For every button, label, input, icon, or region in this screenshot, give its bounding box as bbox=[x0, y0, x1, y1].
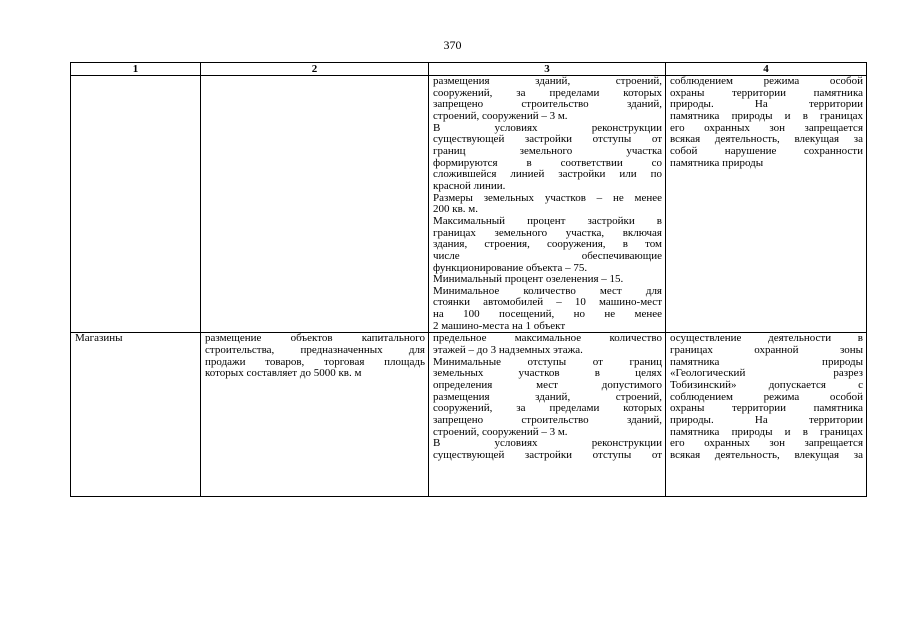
table-row bbox=[71, 333, 867, 497]
cell-text-line: сложившейся линией застройки или по bbox=[433, 168, 662, 181]
cell-text-line: собой нарушение сохранности bbox=[670, 144, 863, 157]
cell-text-line: формируются в соответствии со bbox=[433, 156, 662, 169]
cell-text-line: красной линии. bbox=[433, 179, 506, 192]
cell-text-line: здания, строения, сооружения, в том bbox=[433, 238, 662, 251]
cell-text-line: строений, сооружений – 3 м. bbox=[433, 425, 568, 438]
cell-text-line: соблюдением режима особой bbox=[670, 390, 863, 403]
cell-text-line: запрещено строительство зданий, bbox=[433, 98, 662, 111]
cell-text-line: охраны территории памятника bbox=[670, 86, 863, 99]
header-col-1: 1 bbox=[71, 63, 201, 76]
cell-text-line: существующей застройки отступы от bbox=[433, 133, 662, 146]
cell-activity-description bbox=[201, 333, 429, 497]
header-col-4: 4 bbox=[666, 63, 867, 76]
cell-text-line: продажи товаров, торговая площадь bbox=[205, 355, 425, 368]
cell-text-line: В условиях реконструкции bbox=[433, 437, 662, 450]
cell-text-line: размещения зданий, строений, bbox=[433, 75, 662, 87]
cell-text-line: 200 кв. м. bbox=[433, 203, 478, 216]
cell-text-line: на 100 посещений, но не менее bbox=[433, 308, 662, 321]
cell-text-line: размещения зданий, строений, bbox=[433, 390, 662, 403]
cell-text-line: природы. На территории bbox=[670, 98, 863, 111]
cell-text-line: запрещено строительство зданий, bbox=[433, 414, 662, 427]
cell-text-line: Минимальный процент озеленения – 15. bbox=[433, 273, 624, 286]
header-col-2: 2 bbox=[201, 63, 429, 76]
cell-text-line: существующей застройки отступы от bbox=[433, 449, 662, 461]
cell-restrictions bbox=[666, 76, 867, 333]
page-number: 370 bbox=[443, 38, 462, 52]
cell-text-line: этажей – до 3 надземных этажа. bbox=[433, 344, 583, 357]
cell-text-line: строительства, предназначенных для bbox=[205, 344, 425, 357]
cell-text-line: Тобизинский» допускается с bbox=[670, 379, 863, 392]
cell-text-line: границ земельного участка bbox=[433, 144, 662, 157]
cell-text-line: границах охранной зоны bbox=[670, 344, 863, 357]
header-col-3: 3 bbox=[429, 63, 666, 76]
cell-text-line: которых составляет до 5000 кв. м bbox=[205, 367, 362, 380]
zoning-table bbox=[70, 62, 867, 497]
cell-restrictions bbox=[666, 333, 867, 497]
cell-text-line: всякая деятельность, влекущая за bbox=[670, 133, 863, 146]
cell-text-line: размещение объектов капитального bbox=[205, 333, 425, 345]
cell-text-line: границах земельного участка, включая bbox=[433, 226, 662, 239]
cell-text-line: Минимальные отступы от границ bbox=[433, 355, 662, 368]
cell-text-line: памятника природы bbox=[670, 156, 764, 169]
cell-text-line: его охранных зон запрещается bbox=[670, 437, 863, 450]
cell-text-line: природы. На территории bbox=[670, 414, 863, 427]
cell-text-line: его охранных зон запрещается bbox=[670, 121, 863, 134]
cell-text-line: стоянки автомобилей – 10 машино-мест bbox=[433, 296, 662, 309]
cell-text-line: памятника природы и в границах bbox=[670, 425, 863, 438]
table-row bbox=[71, 76, 867, 333]
cell-activity-type bbox=[71, 333, 201, 497]
cell-activity-type bbox=[71, 76, 201, 333]
cell-text-line: строений, сооружений – 3 м. bbox=[433, 109, 568, 122]
table-header-row bbox=[71, 63, 867, 76]
cell-text-line: Минимальное количество мест для bbox=[433, 284, 662, 297]
cell-text-line: функционирование объекта – 75. bbox=[433, 261, 588, 274]
cell-text-line: определения мест допустимого bbox=[433, 379, 662, 392]
cell-building-parameters bbox=[429, 333, 666, 497]
cell-text-line: охраны территории памятника bbox=[670, 402, 863, 415]
cell-building-parameters bbox=[429, 76, 666, 333]
cell-text-line: сооружений, за пределами которых bbox=[433, 402, 662, 415]
cell-text-line: Размеры земельных участков – не менее bbox=[433, 191, 662, 204]
cell-text-line: земельных участков в целях bbox=[433, 367, 662, 380]
cell-text-line: соблюдением режима особой bbox=[670, 75, 863, 87]
cell-text-line: «Геологический разрез bbox=[670, 367, 863, 380]
cell-text-line: 2 машино-места на 1 объект bbox=[433, 319, 566, 332]
cell-text-line: числе обеспечивающие bbox=[433, 249, 662, 262]
cell-activity-description bbox=[201, 76, 429, 333]
cell-text-line: сооружений, за пределами которых bbox=[433, 86, 662, 99]
cell-text-line: памятника природы bbox=[670, 355, 863, 368]
cell-text-line: предельное максимальное количество bbox=[433, 333, 662, 345]
cell-text-line: Максимальный процент застройки в bbox=[433, 214, 662, 227]
cell-text-line: Магазины bbox=[75, 333, 123, 345]
cell-text-line: В условиях реконструкции bbox=[433, 121, 662, 134]
cell-text-line: памятника природы и в границах bbox=[670, 109, 863, 122]
cell-text-line: всякая деятельность, влекущая за bbox=[670, 449, 863, 461]
cell-text-line: осуществление деятельности в bbox=[670, 333, 863, 345]
